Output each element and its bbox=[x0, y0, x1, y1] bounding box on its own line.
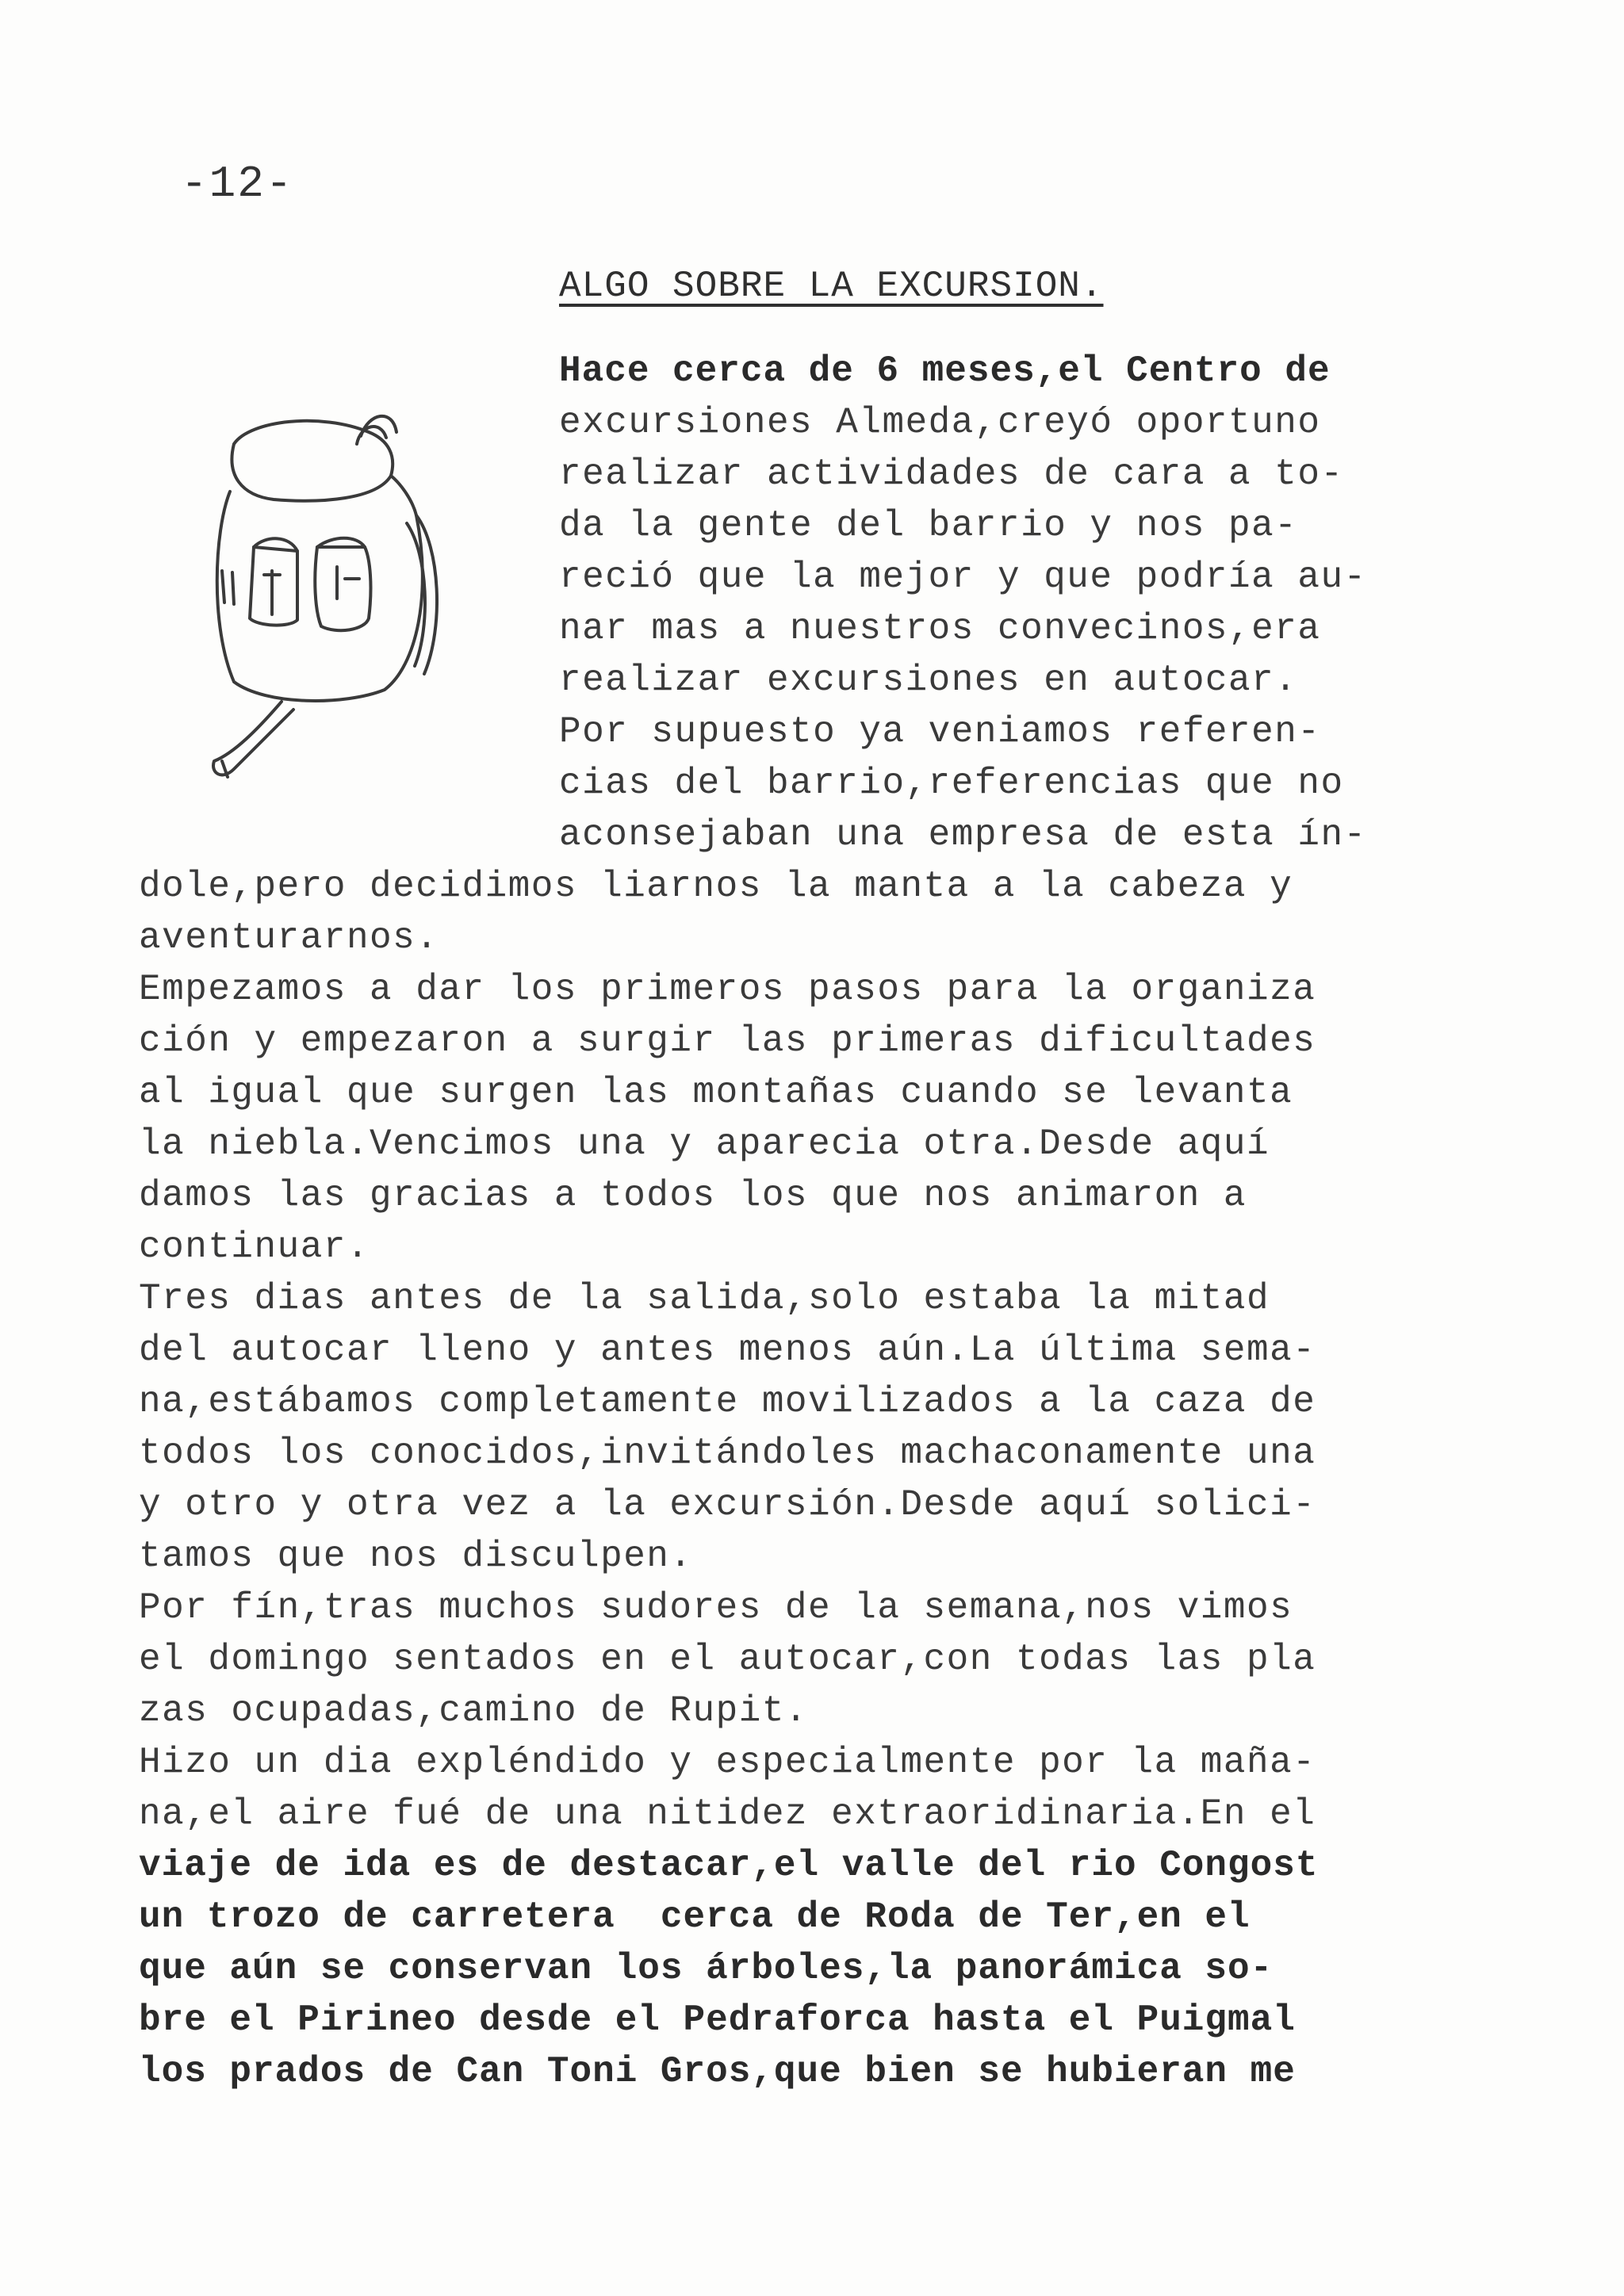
text-line: dole,pero decidimos liarnos la manta a la cabeza y bbox=[139, 866, 1293, 907]
text-line: bre el Pirineo desde el Pedraforca hasta el Puigmal bbox=[139, 1999, 1296, 2041]
page-number: -12- bbox=[181, 159, 294, 209]
text-line: ción y empezaron a surgir las primeras dificultades bbox=[139, 1020, 1316, 1062]
text-line: Hizo un dia expléndido y especialmente por la maña- bbox=[139, 1742, 1316, 1783]
text-line: excursiones Almeda,creyó oportuno bbox=[559, 402, 1321, 443]
text-line: al igual que surgen las montañas cuando se levanta bbox=[139, 1072, 1293, 1113]
article-title: ALGO SOBRE LA EXCURSION. bbox=[559, 266, 1104, 307]
text-line: un trozo de carretera cerca de Roda de Ter,en el bbox=[139, 1896, 1251, 1938]
text-line: continuar. bbox=[139, 1226, 370, 1268]
text-line: del autocar lleno y antes menos aún.La última sema- bbox=[139, 1330, 1316, 1371]
text-line: aventurarnos. bbox=[139, 917, 439, 959]
text-line: Por supuesto ya veniamos referen- bbox=[559, 711, 1321, 752]
text-line: todos los conocidos,invitándoles machaconamente una bbox=[139, 1433, 1316, 1474]
text-line: na,estábamos completamente movilizados a la caza de bbox=[139, 1381, 1316, 1422]
text-line: damos las gracias a todos los que nos animaron a bbox=[139, 1175, 1247, 1216]
text-line: Empezamos a dar los primeros pasos para la organiza bbox=[139, 969, 1316, 1010]
text-line: aconsejaban una empresa de esta ín- bbox=[559, 814, 1367, 855]
text-line: realizar actividades de cara a to- bbox=[559, 453, 1344, 495]
text-line: Por fín,tras muchos sudores de la semana,nos vimos bbox=[139, 1587, 1293, 1628]
text-line: los prados de Can Toni Gros,que bien se hubieran me bbox=[139, 2051, 1296, 2092]
text-line: viaje de ida es de destacar,el valle del rio Congost bbox=[139, 1845, 1319, 1886]
text-line: zas ocupadas,camino de Rupit. bbox=[139, 1690, 809, 1732]
text-line: da la gente del barrio y nos pa- bbox=[559, 505, 1298, 546]
text-line: cias del barrio,referencias que no bbox=[559, 763, 1344, 804]
text-line: y otro y otra vez a la excursión.Desde aquí solici- bbox=[139, 1484, 1316, 1525]
text-line: nar mas a nuestros convecinos,era bbox=[559, 608, 1321, 649]
text-line: Hace cerca de 6 meses,el Centro de bbox=[559, 350, 1331, 392]
text-line: la niebla.Vencimos una y aparecia otra.Desde aquí bbox=[139, 1123, 1270, 1165]
text-line: el domingo sentados en el autocar,con todas las pla bbox=[139, 1639, 1316, 1680]
text-line: reció que la mejor y que podría au- bbox=[559, 557, 1367, 598]
text-line: realizar excursiones en autocar. bbox=[559, 660, 1298, 701]
text-line: Tres dias antes de la salida,solo estaba la mitad bbox=[139, 1278, 1270, 1319]
text-line: na,el aire fué de una nitidez extraoridinaria.En el bbox=[139, 1793, 1316, 1835]
text-line: tamos que nos disculpen. bbox=[139, 1536, 693, 1577]
text-line: que aún se conservan los árboles,la panorámica so- bbox=[139, 1948, 1274, 1989]
